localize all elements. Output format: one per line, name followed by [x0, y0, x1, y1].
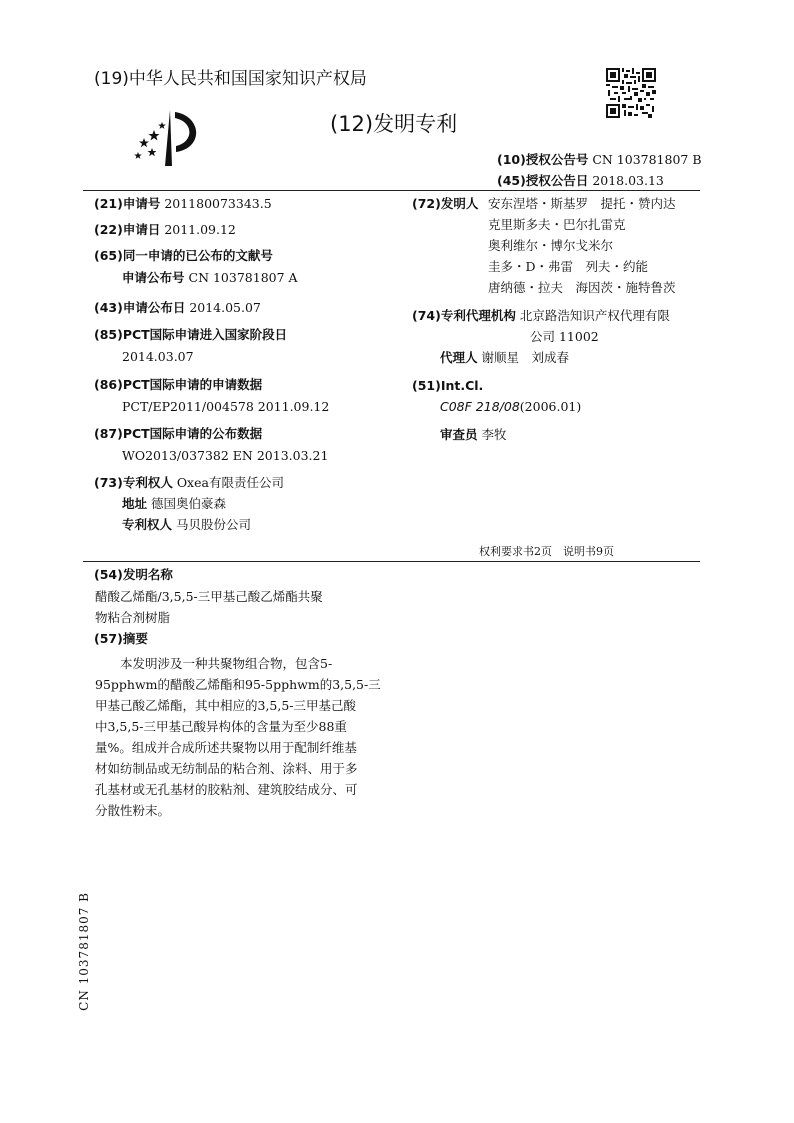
pages-info: 权利要求书2页 说明书9页: [479, 545, 614, 558]
grant-pub-no-label: (10)授权公告号: [497, 152, 589, 167]
agent-value: 谢顺星 刘成春: [481, 350, 570, 365]
ipc-heading: [412, 378, 483, 394]
app-number: [94, 196, 272, 212]
prior-pub-label: 申请公布号: [122, 270, 185, 285]
patentee-value: Oxea有限责任公司: [176, 475, 284, 490]
divider-bottom: [83, 561, 700, 562]
title-label: (54)发明名称: [94, 567, 173, 582]
pub-date-label: (43)申请公布日: [94, 300, 186, 315]
inventor-line: 奥利维尔・博尔戈米尔: [488, 238, 614, 253]
app-date: [94, 222, 236, 238]
prior-pub-heading: [94, 248, 273, 264]
ipc-label: (51)Int.Cl.: [412, 378, 484, 393]
agency-label: (74)专利代理机构: [412, 308, 516, 323]
pub-date: [94, 300, 261, 316]
pct-app-data: [122, 399, 329, 415]
grant-pub-number: [497, 150, 702, 168]
pct-national-heading: [94, 327, 287, 343]
pct-pub-heading: [94, 426, 262, 442]
abstract-heading: [94, 631, 148, 647]
cnipa-emblem-icon: [132, 108, 206, 168]
patentee2-value: 马贝股份公司: [176, 517, 252, 532]
patentee-label: (73)专利权人: [94, 475, 173, 490]
abstract-line: 量%。组成并合成所述共聚物以用于配制纤维基: [95, 740, 357, 755]
app-no-label: (21)申请号: [94, 196, 161, 211]
agency-line1: 北京路浩知识产权代理有限: [519, 308, 670, 323]
side-publication-number: CN 103781807 B: [77, 892, 91, 1011]
ipc-classification: [440, 399, 581, 415]
prior-pub-value: CN 103781807 A: [188, 270, 298, 285]
grant-pub-date-label: (45)授权公告日: [497, 173, 589, 188]
address-value: 德国奥伯豪森: [151, 496, 227, 511]
ipc-version: (2006.01): [519, 399, 582, 414]
patentee2-label: 专利权人: [122, 517, 173, 532]
grant-pub-date-value: 2018.03.13: [592, 173, 664, 188]
pct-pub-value: WO2013/037382 EN 2013.03.21: [122, 448, 329, 463]
pct-pub-label: (87)PCT国际申请的公布数据: [94, 426, 263, 441]
pct-national-date: [122, 349, 194, 365]
pct-national-value: 2014.03.07: [122, 349, 194, 364]
invention-title-line: 物粘合剂树脂: [95, 610, 171, 625]
pct-app-label: (86)PCT国际申请的申请数据: [94, 377, 263, 392]
pct-national-label: (85)PCT国际申请进入国家阶段日: [94, 327, 288, 342]
abstract-line: 材如纺制品或无纺制品的粘合剂、涂料、用于多: [95, 761, 358, 776]
patentee: [94, 475, 284, 491]
pct-pub-data: [122, 448, 328, 464]
qr-code-icon: [606, 68, 656, 118]
agent: [440, 350, 569, 366]
inventor-line: 唐纳德・拉夫 海因茨・施特鲁茨: [488, 280, 676, 295]
agency-line2: 公司 11002: [530, 329, 599, 344]
grant-pub-no-value: CN 103781807 B: [592, 152, 702, 167]
abstract-line: 95pphwm的醋酸乙烯酯和95-5pphwm的3,5,5-三: [95, 677, 381, 692]
invention-title-line: 醋酸乙烯酯/3,5,5-三甲基己酸乙烯酯共聚: [95, 589, 323, 604]
abstract-line: 分散性粉末。: [95, 803, 171, 818]
agency: [412, 308, 670, 324]
examiner: [440, 427, 507, 443]
inventor-label-row: [412, 196, 478, 212]
divider-top: [83, 190, 700, 191]
document-type: (12)发明专利: [330, 112, 458, 136]
address-label: 地址: [122, 496, 148, 511]
abstract-line: 本发明涉及一种共聚物组合物，包含5-: [95, 656, 333, 671]
title-heading: [94, 567, 173, 583]
patentee-2: [122, 517, 251, 533]
app-date-value: 2011.09.12: [164, 222, 236, 237]
grant-pub-date: [497, 171, 664, 189]
prior-pub-number: [122, 270, 298, 286]
abstract-line: 中3,5,5-三甲基己酸异构体的含量为至少88重: [95, 719, 347, 734]
abstract-label: (57)摘要: [94, 631, 148, 646]
inventor-line: 克里斯多夫・巴尔扎雷克: [488, 217, 626, 232]
abstract-line: 孔基材或无孔基材的胶粘剂、建筑胶结成分、可: [95, 782, 358, 797]
pct-app-value: PCT/EP2011/004578 2011.09.12: [122, 399, 330, 414]
agent-label: 代理人: [440, 350, 478, 365]
pct-app-heading: [94, 377, 262, 393]
abstract-line: 甲基己酸乙烯酯，其中相应的3,5,5-三甲基己酸: [95, 698, 357, 713]
inventor-label: (72)发明人: [412, 196, 479, 211]
examiner-value: 李牧: [481, 427, 507, 442]
inventor-line: 安东涅塔・斯基罗 提托・赞内达: [488, 196, 676, 211]
address: [122, 496, 226, 512]
app-date-label: (22)申请日: [94, 222, 161, 237]
inventor-line: 圭多・D・弗雷 列夫・约能: [488, 259, 649, 274]
ipc-code: C08F 218/08: [440, 399, 520, 414]
app-no-value: 201180073343.5: [164, 196, 272, 211]
office-title: (19)中华人民共和国国家知识产权局: [94, 69, 367, 89]
prior-label: (65)同一申请的已公布的文献号: [94, 248, 273, 263]
pub-date-value: 2014.05.07: [189, 300, 261, 315]
examiner-label: 审查员: [440, 427, 478, 442]
